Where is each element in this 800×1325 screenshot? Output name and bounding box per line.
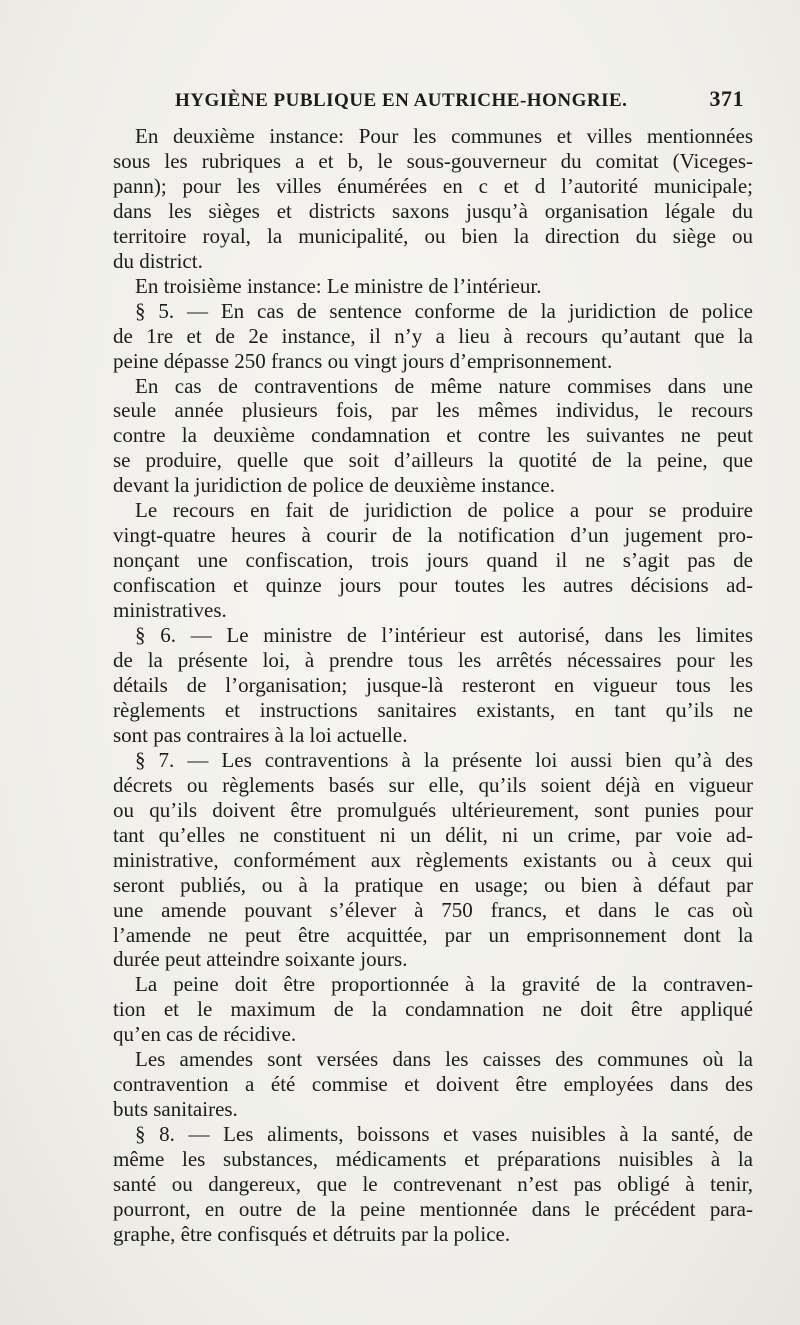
text-line: l’amende ne peut être acquittée, par un emprisonnement dont la: [113, 922, 753, 947]
running-title: HYGIÈNE PUBLIQUE EN AUTRICHE-HONGRIE.: [175, 90, 628, 111]
text-line: une amende pouvant s’élever à 750 francs, et dans le cas où: [113, 897, 753, 922]
text-line: de 1re et de 2e instance, il n’y a lieu à recours qu’autant que la: [113, 323, 753, 348]
text-line: Le recours en fait de juridiction de police a pour se produire: [135, 498, 753, 523]
text-line: règlements et instructions sanitaires existants, en tant qu’ils ne: [113, 697, 753, 722]
text-line: graphe, être confisqués et détruits par la police.: [113, 1221, 511, 1246]
text-line: Les amendes sont versées dans les caisses des communes où la: [135, 1047, 753, 1072]
text-line: nonçant une confiscation, trois jours quand il ne s’agit pas de: [113, 548, 753, 573]
text-line: qu’en cas de récidive.: [113, 1022, 297, 1047]
text-line: La peine doit être proportionnée à la gravité de la contraven-: [135, 972, 753, 997]
text-line: ministrative, conformément aux règlements existants ou à ceux qui: [113, 847, 753, 872]
text-line: sont pas contraires à la loi actuelle.: [113, 722, 408, 747]
text-line: ministratives.: [113, 598, 227, 623]
text-line: pann); pour les villes énumérées en c et d l’autorité municipale;: [113, 173, 753, 198]
running-header: [175, 86, 744, 112]
text-line: pourront, en outre de la peine mentionnée dans le précédent para-: [113, 1196, 753, 1221]
body-text: [113, 124, 753, 1247]
text-line: contre la deuxième condamnation et contre les suivantes ne peut: [113, 423, 753, 448]
text-line: § 6. — Le ministre de l’intérieur est autorisé, dans les limites: [135, 623, 753, 648]
text-line: durée peut atteindre soixante jours.: [113, 947, 408, 972]
text-line: du district.: [113, 248, 203, 273]
text-line: ou qu’ils doivent être promulgués ultérieurement, sont punies pour: [113, 797, 753, 822]
text-line: détails de l’organisation; jusque-là resteront en vigueur tous les: [113, 672, 753, 697]
text-line: § 7. — Les contraventions à la présente loi aussi bien qu’à des: [135, 747, 753, 772]
text-line: se produire, quelle que soit d’ailleurs la quotité de la peine, que: [113, 448, 753, 473]
text-line: tant qu’elles ne constituent ni un délit, ni un crime, par voie ad-: [113, 822, 753, 847]
text-line: § 8. — Les aliments, boissons et vases nuisibles à la santé, de: [135, 1122, 753, 1147]
text-line: confiscation et quinze jours pour toutes les autres décisions ad-: [113, 573, 753, 598]
text-line: territoire royal, la municipalité, ou bien la direction du siège ou: [113, 223, 753, 248]
text-line: seront publiés, ou à la pratique en usage; ou bien à défaut par: [113, 872, 753, 897]
text-line: § 5. — En cas de sentence conforme de la juridiction de police: [135, 298, 753, 323]
text-line: En troisième instance: Le ministre de l’intérieur.: [135, 273, 542, 298]
text-line: dans les sièges et districts saxons jusqu’à organisation légale du: [113, 198, 753, 223]
text-line: En deuxième instance: Pour les communes et villes mentionnées: [135, 124, 753, 148]
text-line: En cas de contraventions de même nature commises dans une: [135, 373, 753, 398]
text-line: santé ou dangereux, que le contrevenant n’est pas obligé à tenir,: [113, 1172, 753, 1197]
page-number: 371: [709, 86, 744, 111]
text-line: devant la juridiction de police de deuxième instance.: [113, 473, 556, 498]
text-line: contravention a été commise et doivent être employées dans des: [113, 1072, 753, 1097]
text-line: peine dépasse 250 francs ou vingt jours d’emprisonnement.: [113, 348, 613, 373]
text-line: même les substances, médicaments et préparations nuisibles à la: [113, 1147, 753, 1172]
text-line: buts sanitaires.: [113, 1097, 238, 1122]
text-line: décrets ou règlements basés sur elle, qu’ils soient déjà en vigueur: [113, 772, 753, 797]
text-line: seule année plusieurs fois, par les mêmes individus, le recours: [113, 398, 753, 423]
text-line: tion et le maximum de la condamnation ne doit être appliqué: [113, 997, 753, 1022]
text-line: de la présente loi, à prendre tous les arrêtés nécessaires pour les: [113, 648, 753, 673]
text-line: vingt-quatre heures à courir de la notification d’un jugement pro-: [113, 523, 753, 548]
text-line: sous les rubriques a et b, le sous-gouverneur du comitat (Viceges-: [113, 148, 753, 173]
